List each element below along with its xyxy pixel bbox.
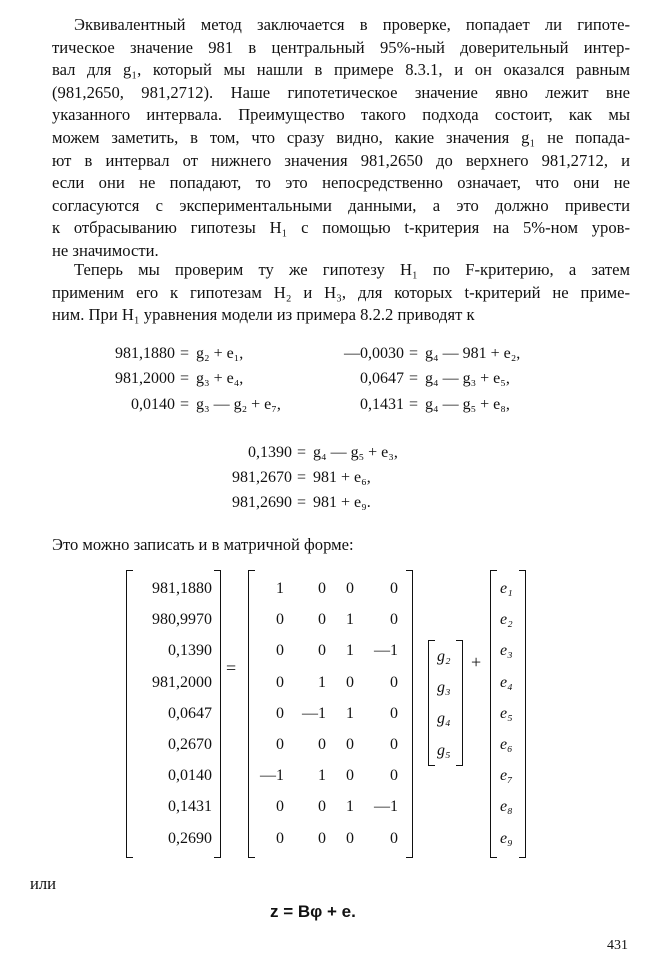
text-line: к отбрасыванию гипотезы H₁ с помощью t-критерия на 5%-ном уров-	[52, 218, 630, 238]
matrix-B-entry: 0	[390, 736, 398, 753]
plus-sign: +	[471, 652, 482, 672]
equation-lhs: 0,0647	[360, 370, 404, 387]
equation-lhs: —0,0030	[344, 345, 404, 362]
matrix-B-entry: 1	[318, 673, 326, 691]
matrix-B-entry: 0	[390, 767, 398, 785]
equation-rhs: g₄ — 981 + e₂,	[425, 345, 521, 362]
text-line: Теперь мы проверим ту же гипотезу H₁ по F-критерию, а затем	[74, 260, 630, 279]
equation-rhs: g₃ + e₄,	[196, 370, 244, 387]
vector-e-entry: e₂	[500, 611, 513, 629]
equals-sign: =	[180, 396, 190, 413]
matrix-B-entry: 0	[318, 642, 326, 660]
vector-z	[126, 570, 221, 858]
equation-lhs: 0,1431	[360, 396, 404, 413]
text-line: (981,2650, 981,2712). Наше гипотетическое значение явно лежит вне	[52, 82, 630, 102]
matrix-B-entry: 0	[346, 580, 354, 597]
matrix-B-entry: 1	[346, 798, 354, 816]
equation-lhs: 0,0140	[131, 396, 175, 413]
equals-sign: =	[409, 345, 419, 362]
equals-sign: =	[409, 370, 419, 387]
vector-e	[490, 570, 526, 858]
vector-z-entry: 981,2000	[152, 673, 212, 691]
right-bracket	[214, 570, 221, 858]
vector-z-entry: 981,1880	[152, 580, 212, 597]
matrix-B-entry: 0	[346, 767, 354, 785]
text-line: можем заметить, в том, что сразу видно, какие значения g₁ не попада-	[52, 127, 630, 147]
text-line: не значимости.	[52, 240, 159, 260]
matrix-B-entry: —1	[302, 704, 326, 722]
equation-lhs: 981,2000	[115, 370, 175, 387]
equals-sign: =	[409, 396, 419, 413]
vector-z-entry: 0,0140	[168, 767, 212, 785]
vector-g-entry: g₄	[437, 710, 451, 728]
equation-rhs: 981 + e₉.	[313, 494, 371, 511]
matrix-B-entry: 0	[276, 704, 284, 722]
matrix-B-entry: 0	[390, 829, 398, 847]
matrix-B-entry: 0	[390, 580, 398, 597]
paragraph-equivalent-method	[52, 14, 630, 263]
matrix-B-entry: —1	[374, 642, 398, 660]
vector-g-entry: g₅	[437, 741, 451, 759]
equals-sign: =	[297, 494, 307, 511]
right-bracket	[456, 640, 463, 766]
equals-sign: =	[180, 370, 190, 387]
matrix-intro-text: Это можно записать и в матричной форме:	[52, 535, 354, 554]
matrix-B-entry: 1	[346, 642, 354, 660]
text-line: ним. При H₁ уравнения модели из примера 8.2.2 приводят к	[52, 305, 475, 325]
matrix-B-entry: 0	[318, 611, 326, 629]
equation-rhs: g₄ — g₃ + e₅,	[425, 370, 510, 387]
equals-sign: =	[180, 345, 190, 362]
vector-g-entry: g₃	[437, 679, 451, 697]
equals-sign: =	[226, 658, 237, 678]
matrix-B-entry: 0	[276, 736, 284, 753]
matrix-B-entry: 0	[276, 673, 284, 691]
equation-rhs: g₄ — g₅ + e₃,	[313, 444, 398, 461]
vector-z-entry: 980,9970	[152, 611, 212, 629]
vector-g	[428, 640, 463, 766]
right-bracket	[406, 570, 413, 858]
matrix-B-entry: 0	[276, 829, 284, 847]
or-word: или	[30, 874, 57, 893]
matrix-B-entry: 1	[276, 580, 284, 597]
left-bracket	[490, 570, 497, 858]
equation-rhs: g₂ + e₁,	[196, 345, 244, 362]
vector-z-entry: 0,0647	[168, 704, 212, 722]
right-bracket	[519, 570, 526, 858]
vector-z-entry: 0,1390	[168, 642, 212, 660]
matrix-B-entry: 1	[346, 611, 354, 629]
matrix-B-entry: 0	[346, 829, 354, 847]
vector-e-entry: e₇	[500, 767, 513, 785]
final-equation: z = Bφ + e.	[270, 902, 356, 921]
equation-rhs: 981 + e₆,	[313, 469, 371, 486]
equals-sign: =	[297, 469, 307, 486]
matrix-B-entry: 0	[390, 673, 398, 691]
matrix-B-entry: 1	[318, 767, 326, 785]
matrix-B-entry: 1	[346, 704, 354, 722]
matrix-B-entry: 0	[276, 611, 284, 629]
vector-z-entry: 0,2670	[168, 736, 212, 753]
page-number: 431	[607, 938, 628, 953]
text-line: согласуются с экспериментальными данными, а это должно привести	[52, 195, 630, 215]
vector-e-entry: e₁	[500, 580, 513, 597]
matrix-B-entry: 0	[346, 673, 354, 691]
matrix-B-entry: 0	[276, 642, 284, 660]
text-line: если они не попадают, то это непосредственно означает, что они не	[52, 173, 630, 193]
vector-e-entry: e₅	[500, 704, 513, 722]
vector-e-entry: e₈	[500, 798, 513, 816]
matrix-B-entry: 0	[318, 798, 326, 816]
text-line: применим его к гипотезам H₂ и H₃, для которых t-критерий не приме-	[52, 282, 630, 302]
matrix-B	[248, 570, 413, 858]
matrix-B-entry: 0	[346, 736, 354, 753]
text-line: ют в интервал от нижнего значения 981,2650 до верхнего 981,2712, и	[52, 150, 630, 170]
text-line: указанного интервала. Преимущество такого подхода состоит, как мы	[52, 105, 630, 125]
matrix-B-entry: 0	[276, 798, 284, 816]
matrix-B-entry: 0	[318, 829, 326, 847]
equation-lhs: 981,1880	[115, 345, 175, 362]
matrix-B-entry: 0	[318, 736, 326, 753]
text-line: Эквивалентный метод заключается в проверке, попадает ли гипоте-	[74, 15, 630, 34]
equation-lhs: 981,2690	[232, 494, 292, 511]
vector-g-entry: g₂	[437, 648, 451, 665]
left-bracket	[428, 640, 435, 766]
left-bracket	[126, 570, 133, 858]
equals-sign: =	[297, 444, 307, 461]
matrix-B-entry: —1	[260, 767, 284, 785]
equation-lhs: 981,2670	[232, 469, 292, 486]
vector-e-entry: e₆	[500, 736, 513, 753]
matrix-B-entry: 0	[390, 611, 398, 629]
equation-lhs: 0,1390	[248, 444, 292, 461]
text-line: вал для g₁, который мы нашли в примере 8.3.1, и он оказался равным	[52, 60, 630, 80]
equation-rhs: g₃ — g₂ + e₇,	[196, 396, 281, 413]
vector-e-entry: e₉	[500, 829, 513, 847]
matrix-B-entry: 0	[318, 580, 326, 597]
text-line: тическое значение 981 в центральный 95%-ный доверительный интер-	[52, 37, 630, 57]
vector-e-entry: e₃	[500, 642, 513, 660]
vector-z-entry: 0,2690	[168, 829, 212, 847]
matrix-B-entry: —1	[374, 798, 398, 816]
paragraph-f-criterion	[52, 259, 630, 327]
equation-rhs: g₄ — g₅ + e₈,	[425, 396, 510, 413]
matrix-B-entry: 0	[390, 704, 398, 722]
vector-z-entry: 0,1431	[168, 798, 212, 816]
vector-e-entry: e₄	[500, 673, 513, 691]
